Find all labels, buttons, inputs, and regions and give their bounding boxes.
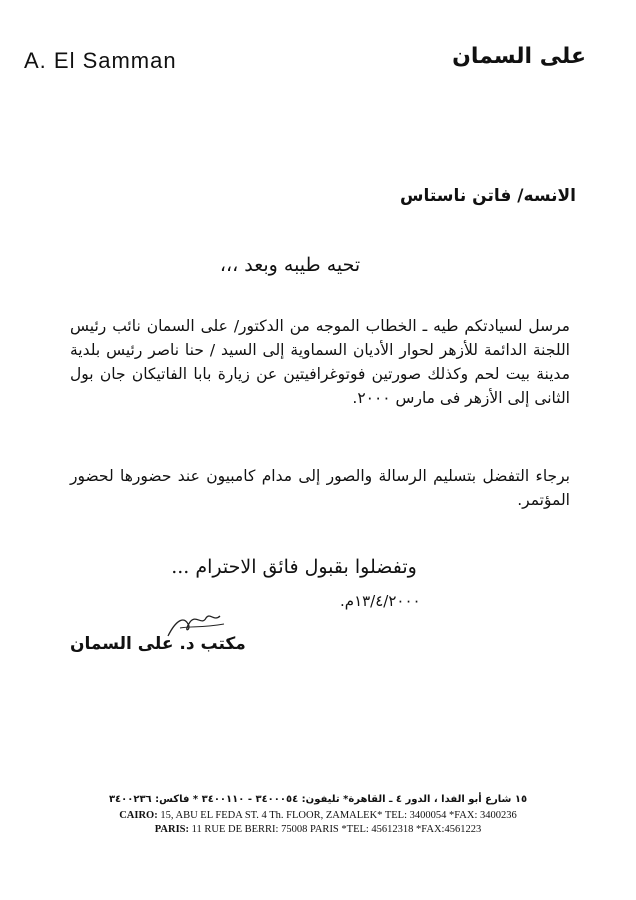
- footer-cairo-text: 15, ABU EL FEDA ST. 4 Th. FLOOR, ZAMALEK* TEL: 3400054 *FAX: 3400236: [160, 810, 517, 821]
- recipient-line: الانسه/ فاتن ناستاس: [400, 186, 576, 206]
- footer-cairo-label: CAIRO:: [119, 810, 158, 821]
- footer-paris-address: [0, 824, 636, 835]
- office-signature-line: مكتب د. على السمان: [70, 634, 246, 654]
- body-paragraph-1: مرسل لسيادتكم طيه ـ الخطاب الموجه من الدكتور/ على السمان نائب رئيس اللجنة الدائمة للأزهر لحوار الأديان السماوية إلى السيد / حنا ناصر رئيس بلدية مدينة بيت لحم وكذلك صورتين فوتوغرافيتين عن زيارة بابا الفاتيكان جان بول الثانى إلى الأزهر فى مارس ٢٠٠٠.: [70, 317, 570, 407]
- letterhead-latin-name: A. El Samman: [24, 48, 177, 73]
- letter-date: ١٣/٤/٢٠٠٠م.: [340, 592, 421, 610]
- footer-cairo-address: [0, 810, 636, 821]
- body-paragraph-2: برجاء التفضل بتسليم الرسالة والصور إلى مدام كامبيون عند حضورها لحضور المؤتمر.: [70, 467, 570, 509]
- footer-paris-text: 11 RUE DE BERRI: 75008 PARIS *TEL: 45612318 *FAX:4561223: [191, 824, 482, 835]
- footer-arabic-address: ١٥ شارع أبو الفدا ، الدور ٤ ـ القاهرة* تليفون: ٣٤٠٠٠٥٤ - ٣٤٠٠١١٠ * فاكس: ٣٤٠٠٢٣٦: [108, 794, 528, 805]
- greeting-line: تحيه طيبه وبعد ،،،: [219, 254, 361, 276]
- letterhead-arabic-name: على السمان: [452, 44, 586, 69]
- footer-paris-label: PARIS:: [154, 824, 190, 835]
- closing-line: وتفضلوا بقبول فائق الاحترام ...: [171, 556, 417, 578]
